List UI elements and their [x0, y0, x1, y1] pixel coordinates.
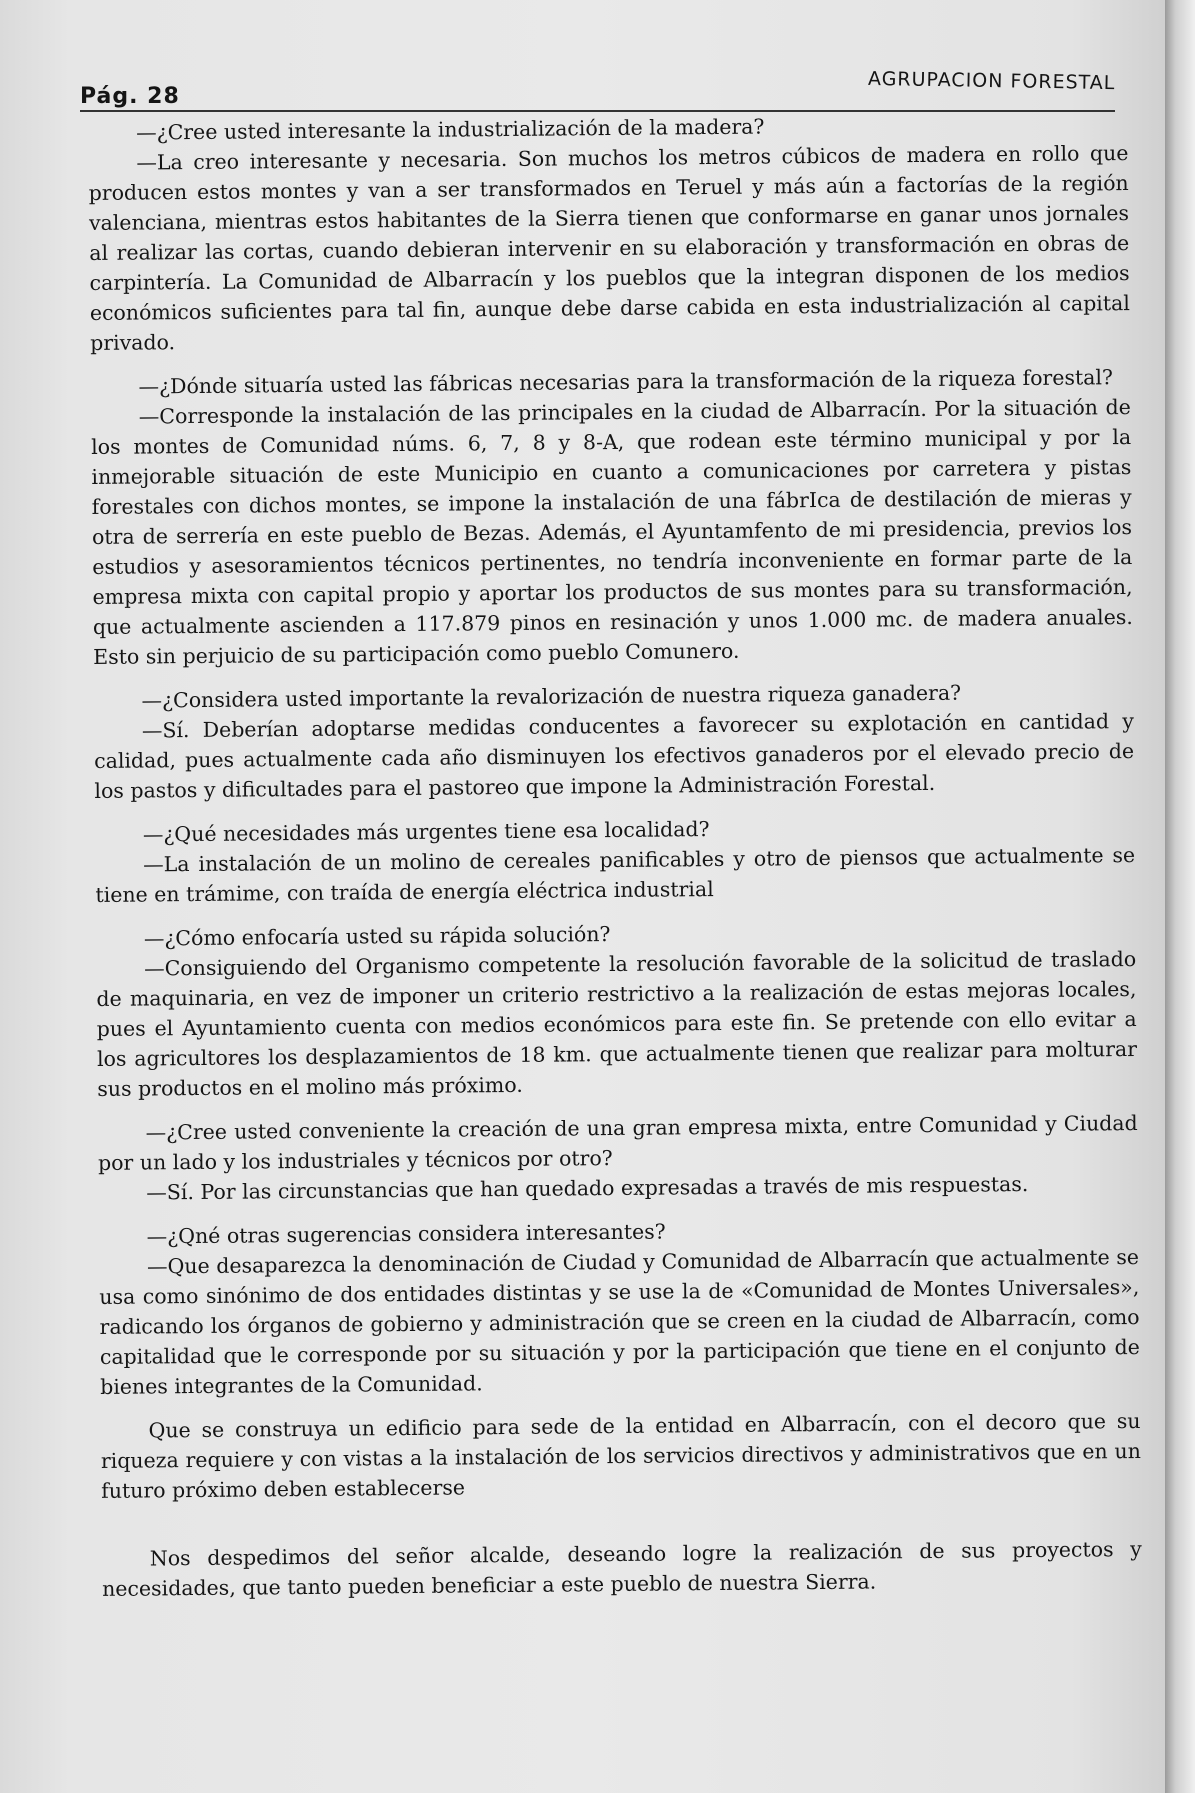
question-paragraph: —¿Dónde situaría usted las fábricas necesarias para la transformación de la riqueza forestal? — [138, 365, 1114, 399]
page-edge — [1165, 0, 1195, 1793]
question-paragraph: —¿Cree usted interesante la industrialización de la madera? — [136, 114, 765, 145]
answer-paragraph: —Consiguiendo del Organismo competente la resolución favorable de la solicitud de traslado de maquinaria, en vez de imponer un criterio restrictivo a la realización de estas mejoras locales, pues el Ayuntamiento cuenta con medios económicos para este fin. Se pretende con ello evitar a los agricultores los desplazamientos de 18 km. que actualmente tienen que realizar para molturar sus productos en el molino más próximo. — [96, 946, 1138, 1101]
question-paragraph: —¿Qné otras sugerencias considera interesantes? — [146, 1219, 666, 1249]
answer-paragraph: —Sí. Por las circunstancias que han quedado expresadas a través de mis respuestas. — [146, 1172, 1029, 1205]
closing-paragraph: Nos despedimos del señor alcalde, deseando logre la realización de sus proyectos y necesidades, que tanto pueden beneficiar a este pueblo de nuestra Sierra. — [102, 1536, 1142, 1601]
question-paragraph: —¿Qué necesidades más urgentes tiene esa localidad? — [142, 817, 710, 847]
page-header — [80, 60, 1115, 110]
answer-paragraph: Que se construya un edificio para sede de la entidad en Albarracín, con el decoro que su riqueza requiere y con vistas a la instalación de los servicios directivos y administrativos que en un futuro próximo deben establecerse — [100, 1408, 1141, 1503]
answer-paragraph: —Que desaparezca la denominación de Ciudad y Comunidad de Albarracín que actualmente se usa como sinónimo de dos entidades distintas y se use la de «Comunidad de Montes Universales», radicando los órganos de gobierno y administración que se creen en la ciudad de Albarracín, como capitalidad que le corresponde por su situación y por la participación que tiene en el conjunto de bienes integrantes de la Comunidad. — [99, 1244, 1140, 1399]
page-number: Pág. 28 — [80, 84, 180, 109]
answer-paragraph: —Sí. Deberían adoptarse medidas conducentes a favorecer su explotación en cantidad y calidad, pues actualmente cada año disminuyen los efectivos ganaderos por el elevado precio de los pastos y dificultades para el pastoreo que impone la Administración Forestal. — [94, 708, 1135, 803]
answer-paragraph: —Corresponde la instalación de las principales en la ciudad de Albarracín. Por la situación de los montes de Comunidad núms. 6, 7, 8 y 8-A, que rodean este término municipal y por la inmejorable situación de este Municipio en cuanto a comunicaciones por carretera y pistas forestales con dichos montes, se impone la instalación de una fábrIca de destilación de mieras y otra de serrería en este pueblo de Bezas. Además, el Ayuntamfento de mi presidencia, previos los estudios y asesoramientos técnicos pertinentes, no tendría inconveniente en formar parte de la empresa mixta con capital propio y aportar los productos de sus montes para su transformación, que actualmente ascienden a 117.879 pinos en resinación y unos 1.000 mc. de madera anuales. Esto sin perjuicio de su participación como pueblo Comunero. — [91, 395, 1133, 669]
question-paragraph: —¿Cree usted conveniente la creación de una gran empresa mixta, entre Comunidad y Ciudad por un lado y los industriales y técnicos por otro? — [97, 1110, 1138, 1175]
answer-paragraph: —La instalación de un molino de cereales panificables y otro de piensos que actualmente se tiene en trámime, con traída de energía eléctrica industrial — [95, 842, 1136, 907]
article-body — [88, 108, 1142, 1604]
question-paragraph: —¿Considera usted importante la revalorización de nuestra riqueza ganadera? — [141, 680, 962, 713]
running-title: AGRUPACION FORESTAL — [867, 67, 1116, 95]
answer-paragraph: —La creo interesante y necesaria. Son muchos los metros cúbicos de madera en rollo que producen estos montes y van a ser transformados en Teruel y más aún a factorías de la región valenciana, mientras estos habitantes de la Sierra tienen que conformarse en ganar unos jornales al realizar las cortas, cuando debieran intervenir en su elaboración y transformación en obras de carpintería. La Comunidad de Albarracín y los pueblos que la integran disponen de los medios económicos suficientes para tal fin, aunque debe darse cabida en esta industrialización al capital privado. — [88, 141, 1130, 355]
question-paragraph: —¿Cómo enfocaría usted su rápida solución? — [143, 922, 611, 951]
